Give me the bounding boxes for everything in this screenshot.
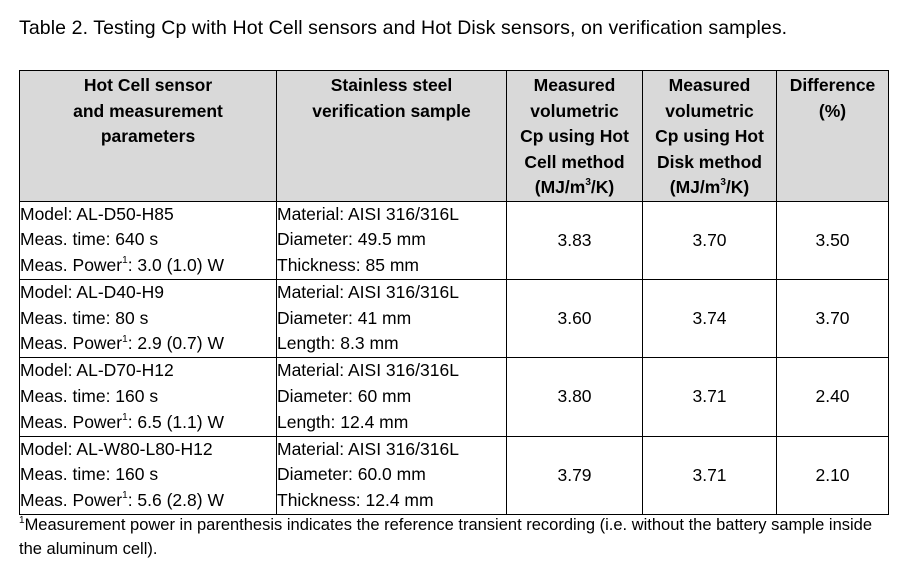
table-row: [20, 436, 889, 514]
hot-cell-value: 3.83: [507, 201, 643, 279]
sample-description: Material: AISI 316/316L Diameter: 41 mm Length: 8.3 mm: [277, 279, 507, 357]
sample-description: Material: AISI 316/316L Diameter: 60 mm Length: 12.4 mm: [277, 358, 507, 436]
header-row: [20, 71, 889, 202]
header-hot-cell-sensor: Hot Cell sensor and measurement parameters: [20, 71, 277, 202]
table-caption: Table 2. Testing Cp with Hot Cell sensors and Hot Disk sensors, on verification samples.: [19, 17, 788, 39]
sensor-parameters: Model: AL-W80-L80-H12 Meas. time: 160 s Meas. Power$^1$: 5.6 (2.8) W: [20, 436, 277, 514]
footnote-text: Measurement power in parenthesis indicates the reference transient recording (i.e. without the battery sample inside the aluminum cell).: [19, 516, 873, 558]
difference-value: 2.10: [777, 436, 889, 514]
hot-cell-value: 3.60: [507, 279, 643, 357]
hot-cell-value: 3.80: [507, 358, 643, 436]
table-footnote: [19, 513, 899, 561]
hot-disk-value: 3.71: [643, 436, 777, 514]
difference-value: 2.40: [777, 358, 889, 436]
data-table: [19, 70, 889, 515]
hot-cell-value: 3.79: [507, 436, 643, 514]
table-row: [20, 201, 889, 279]
difference-value: 3.50: [777, 201, 889, 279]
sensor-parameters: Model: AL-D50-H85 Meas. time: 640 s Meas. Power$^1$: 3.0 (1.0) W: [20, 201, 277, 279]
footnote-marker: 1: [19, 514, 25, 526]
hot-disk-value: 3.74: [643, 279, 777, 357]
sample-description: Material: AISI 316/316L Diameter: 60.0 mm Thickness: 12.4 mm: [277, 436, 507, 514]
table-row: [20, 279, 889, 357]
table-row: [20, 358, 889, 436]
header-hot-disk-cp: Measured volumetric Cp using Hot Disk method $(MJ/m^3/K)$: [643, 71, 777, 202]
sensor-parameters: Model: AL-D70-H12 Meas. time: 160 s Meas. Power$^1$: 6.5 (1.1) W: [20, 358, 277, 436]
sample-description: Material: AISI 316/316L Diameter: 49.5 mm Thickness: 85 mm: [277, 201, 507, 279]
header-verification-sample: Stainless steel verification sample: [277, 71, 507, 202]
header-hot-cell-cp: Measured volumetric Cp using Hot Cell method $(MJ/m^3/K)$: [507, 71, 643, 202]
difference-value: 3.70: [777, 279, 889, 357]
sensor-parameters: Model: AL-D40-H9 Meas. time: 80 s Meas. Power$^1$: 2.9 (0.7) W: [20, 279, 277, 357]
hot-disk-value: 3.70: [643, 201, 777, 279]
header-unit: $(MJ/m^3/K)$: [534, 177, 615, 197]
hot-disk-value: 3.71: [643, 358, 777, 436]
header-difference: Difference (%): [777, 71, 889, 202]
header-unit: $(MJ/m^3/K)$: [669, 177, 750, 197]
